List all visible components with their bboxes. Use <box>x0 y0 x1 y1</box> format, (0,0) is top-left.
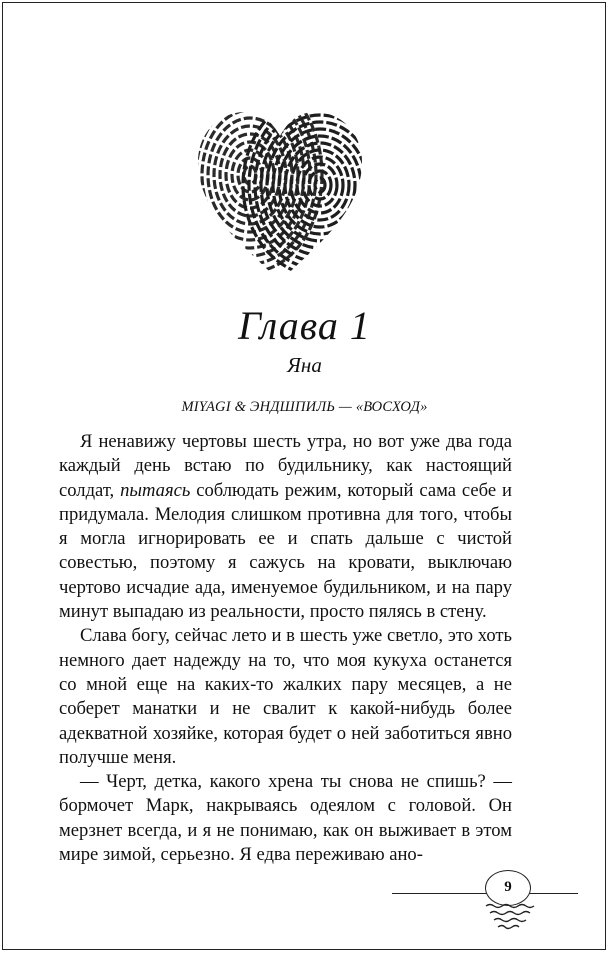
emphasis-text: пытаясь <box>120 479 191 501</box>
paragraph: Слава богу, сейчас лето и в шесть уже светло, это хоть немного дает надежду на то, что моя кукуха останется со мной еще на каких-то жалких пару месяцев, а не соберет манатки и не свалит к какой-нибудь более адекватной хозяйке, которая будет о ней заботиться явно получше меня. <box>59 625 512 768</box>
body-text <box>59 430 512 867</box>
epigraph: MIYAGI & ЭНДШПИЛЬ — «ВОСХОД» <box>181 399 428 415</box>
paragraph: Я ненавижу чертовы шесть утра, но вот уже два года каждый день встаю по будильнику, как настоящий солдат, пытаясь соблюдать режим, который сама себе и придумала. Мелодия слишком противна для того, чтобы я могла игнорировать ее и спать дальше с чистой совестью, поэтому я сажусь на кровати, выключаю чертово исчадие ада, именуемое будильником, и на пару минут выпадаю из реальности, просто пялясь в стену. <box>59 431 512 623</box>
page-number: 9 <box>504 879 512 895</box>
fingerprint-heart-icon <box>180 90 380 290</box>
chapter-subtitle: Яна <box>287 353 322 377</box>
paragraph: — Черт, детка, какого хрена ты снова не спишь? — бормочет Марк, накрываясь одеялом с головой. Он мерзнет всегда, и я не понимаю, как он выживает в этом мире зимой, серьезно. Я едва переживаю ано- <box>59 771 512 866</box>
chapter-title: Глава 1 <box>238 303 371 348</box>
wave-ripples-icon <box>480 900 540 934</box>
